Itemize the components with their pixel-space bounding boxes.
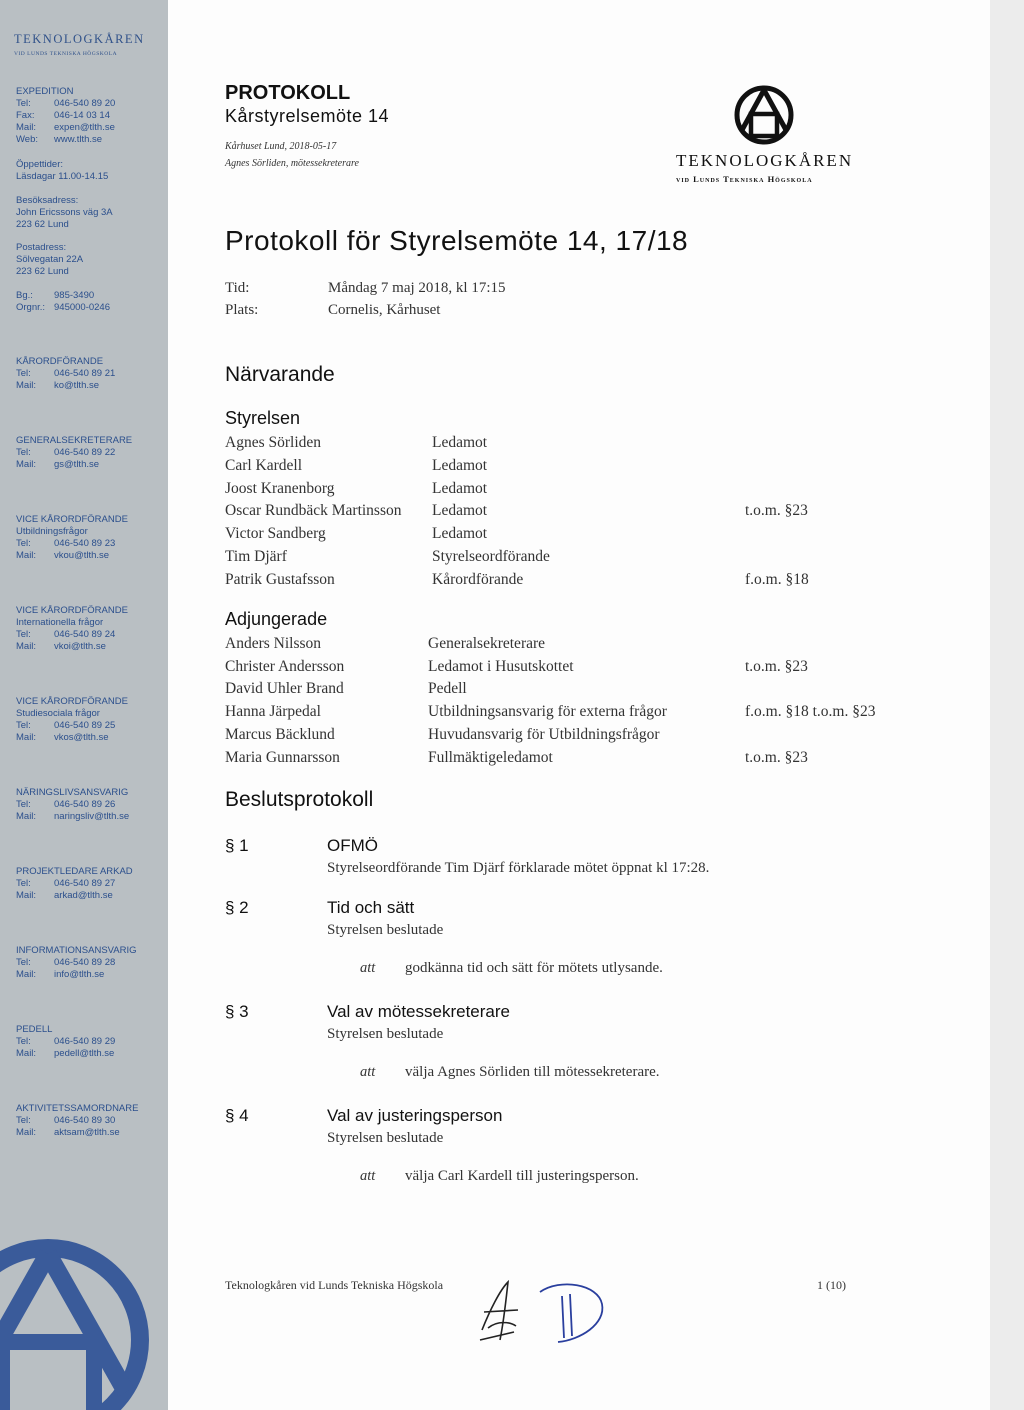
contact-mail: vkos@tlth.se xyxy=(54,732,109,743)
sidebar-contact xyxy=(16,866,164,902)
contact-tel: 046-540 89 22 xyxy=(54,447,116,458)
logo-name: TEKNOLOGKÅREN xyxy=(676,151,854,170)
adjunct-member-role: Huvudansvarig för Utbildningsfrågor xyxy=(428,725,660,743)
sidebar-contact xyxy=(16,696,164,744)
visit-line: 223 62 Lund xyxy=(16,219,69,230)
sidebar-contact xyxy=(16,356,164,392)
section-text: Styrelsen beslutade xyxy=(327,1130,444,1146)
tel-label: Tel: xyxy=(16,629,31,640)
adjunct-member-name: Christer Andersson xyxy=(225,657,345,675)
contact-tel: 046-540 89 25 xyxy=(54,720,116,731)
contact-tel-row xyxy=(16,1115,164,1127)
sidebar-ids xyxy=(16,290,164,314)
hours-title: Öppettider: xyxy=(16,159,63,170)
section-att-word: att xyxy=(360,960,376,976)
contact-mail-row xyxy=(16,811,164,823)
contact-tel-row xyxy=(16,538,164,550)
mail-label: Mail: xyxy=(16,641,37,652)
contact-mail: ko@tlth.se xyxy=(54,380,100,391)
postal-title: Postadress: xyxy=(16,242,67,253)
tel-label: Tel: xyxy=(16,538,31,549)
section-decision: välja Carl Kardell till justeringsperson. xyxy=(405,1168,639,1184)
header-meta-secretary: Agnes Sörliden, mötessekreterare xyxy=(225,158,359,169)
tel-label: Tel: xyxy=(16,799,31,810)
contact-tel: 046-540 89 21 xyxy=(54,368,116,379)
contact-mail: vkoi@tlth.se xyxy=(54,641,106,652)
contact-mail-row xyxy=(16,1048,164,1060)
tel-label: Tel: xyxy=(16,368,31,379)
contact-subtitle: Utbildningsfrågor xyxy=(16,526,88,537)
sidebar-expedition xyxy=(16,86,164,146)
contact-mail: vkou@tlth.se xyxy=(54,550,110,561)
section-number: § 1 xyxy=(225,836,249,855)
contact-tel: 046-540 89 27 xyxy=(54,878,116,889)
contact-title: GENERALSEKRETERARE xyxy=(16,435,133,446)
contact-tel-row xyxy=(16,368,164,380)
adjunct-member-role: Ledamot i Husutskottet xyxy=(428,657,574,675)
section-title: Val av justeringsperson xyxy=(327,1106,503,1125)
mail-label: Mail: xyxy=(16,890,37,901)
contact-tel-row xyxy=(16,629,164,641)
place-label: Plats: xyxy=(225,302,259,318)
adjunct-member-name: Maria Gunnarsson xyxy=(225,748,340,766)
contact-tel: 046-540 89 28 xyxy=(54,957,116,968)
contact-title: INFORMATIONSANSVARIG xyxy=(16,945,137,956)
contact-mail: gs@tlth.se xyxy=(54,459,100,470)
sidebar-org-name: TEKNOLOGKÅREN xyxy=(14,32,145,46)
sidebar-contact xyxy=(16,787,164,823)
page-edge xyxy=(990,0,1024,1410)
contact-mail-row xyxy=(16,380,164,392)
mail-label: Mail: xyxy=(16,1048,37,1059)
id-row: Orgnr.: 945000-0246 xyxy=(16,302,110,313)
mail-label: Mail: xyxy=(16,380,37,391)
board-member-note: f.o.m. §18 xyxy=(745,570,809,588)
section-att-word: att xyxy=(360,1168,376,1184)
contact-mail: naringsliv@tlth.se xyxy=(54,811,130,822)
board-member-role: Kårordförande xyxy=(432,570,524,588)
logo-tagline: vid Lunds Tekniska Högskola xyxy=(676,174,813,184)
adjunct-member-name: Marcus Bäcklund xyxy=(225,725,335,743)
id-row: Bg.: 985-3490 xyxy=(16,290,95,301)
adjunct-heading: Adjungerade xyxy=(225,609,328,629)
expedition-title: EXPEDITION xyxy=(16,86,74,97)
contact-tel: 046-540 89 30 xyxy=(54,1115,116,1126)
postal-line: 223 62 Lund xyxy=(16,266,69,277)
expedition-row: Web: www.tlth.se xyxy=(16,134,103,145)
mail-label: Mail: xyxy=(16,732,37,743)
section-decision: välja Agnes Sörliden till mötessekreterare. xyxy=(405,1064,660,1080)
section-title: OFMÖ xyxy=(327,836,378,855)
section-number: § 3 xyxy=(225,1002,249,1021)
contact-title: VICE KÅRORDFÖRANDE xyxy=(16,605,128,616)
board-member-note: t.o.m. §23 xyxy=(745,502,808,520)
time-label: Tid: xyxy=(225,280,250,296)
board-member-name: Oscar Rundbäck Martinsson xyxy=(225,502,402,520)
adjunct-member-name: Hanna Järpedal xyxy=(225,703,321,721)
contact-title: AKTIVITETSSAMORDNARE xyxy=(16,1103,139,1114)
contact-title: KÅRORDFÖRANDE xyxy=(16,356,104,367)
contact-title: VICE KÅRORDFÖRANDE xyxy=(16,514,128,525)
sidebar-contact xyxy=(16,1103,164,1139)
contact-tel: 046-540 89 29 xyxy=(54,1036,116,1047)
postal-line: Sölvegatan 22A xyxy=(16,254,84,265)
section-title: Val av mötessekreterare xyxy=(327,1002,510,1021)
contact-mail-row xyxy=(16,459,164,471)
document-title: Protokoll för Styrelsemöte 14, 17/18 xyxy=(225,225,689,256)
tel-label: Tel: xyxy=(16,878,31,889)
tel-label: Tel: xyxy=(16,1036,31,1047)
sidebar-contact xyxy=(16,605,164,653)
sidebar-contact xyxy=(16,1024,164,1060)
expedition-row: Mail: expen@tlth.se xyxy=(16,122,115,133)
contact-subtitle: Internationella frågor xyxy=(16,617,104,628)
contact-tel-row xyxy=(16,957,164,969)
adjunct-member-role: Fullmäktigeledamot xyxy=(428,748,553,766)
mail-label: Mail: xyxy=(16,459,37,470)
contact-mail-row xyxy=(16,890,164,902)
visit-title: Besöksadress: xyxy=(16,195,79,206)
sidebar-org-sub: VID LUNDS TEKNISKA HÖGSKOLA xyxy=(14,51,118,57)
contact-mail-row xyxy=(16,732,164,744)
visit-line: John Ericssons väg 3A xyxy=(16,207,113,218)
board-member-name: Agnes Sörliden xyxy=(225,434,322,451)
board-member-name: Victor Sandberg xyxy=(225,525,326,543)
sidebar-visit-address xyxy=(16,195,164,231)
footer-organization: Teknologkåren vid Lunds Tekniska Högskola xyxy=(225,1278,444,1292)
contact-title: VICE KÅRORDFÖRANDE xyxy=(16,696,128,707)
contact-subtitle: Studiesociala frågor xyxy=(16,708,100,719)
tel-label: Tel: xyxy=(16,720,31,731)
contact-tel-row xyxy=(16,447,164,459)
board-member-name: Tim Djärf xyxy=(225,548,287,565)
section-decision: godkänna tid och sätt för mötets utlysande. xyxy=(405,960,663,976)
place-value: Cornelis, Kårhuset xyxy=(328,302,441,318)
board-member-name: Joost Kranenborg xyxy=(225,479,335,497)
time-value: Måndag 7 maj 2018, kl 17:15 xyxy=(328,280,506,296)
sidebar xyxy=(0,0,168,1410)
adjunct-member-name: David Uhler Brand xyxy=(225,680,344,698)
section-text: Styrelsen beslutade xyxy=(327,922,444,938)
mail-label: Mail: xyxy=(16,811,37,822)
board-member-role: Ledamot xyxy=(432,525,488,543)
contact-title: PROJEKTLEDARE ARKAD xyxy=(16,866,133,877)
board-member-name: Patrik Gustafsson xyxy=(225,570,335,588)
section-text: Styrelseordförande Tim Djärf förklarade mötet öppnat kl 17:28. xyxy=(327,860,710,876)
header-title: PROTOKOLL xyxy=(225,82,351,104)
section-text: Styrelsen beslutade xyxy=(327,1026,444,1042)
section-number: § 2 xyxy=(225,898,249,917)
adjunct-member-name: Anders Nilsson xyxy=(225,635,322,652)
contact-tel: 046-540 89 24 xyxy=(54,629,116,640)
section-att-word: att xyxy=(360,1064,376,1080)
adjunct-member-note: f.o.m. §18 t.o.m. §23 xyxy=(745,703,876,721)
board-member-role: Ledamot xyxy=(432,456,488,474)
board-heading: Styrelsen xyxy=(225,408,301,428)
contact-mail: aktsam@tlth.se xyxy=(54,1127,120,1138)
sidebar-contact xyxy=(16,514,164,562)
sidebar-contact xyxy=(16,945,164,981)
board-member-role: Ledamot xyxy=(432,434,488,451)
contact-mail: info@tlth.se xyxy=(54,969,105,980)
mail-label: Mail: xyxy=(16,550,37,561)
expedition-row: Fax: 046-14 03 14 xyxy=(16,110,110,121)
adjunct-member-role: Generalsekreterare xyxy=(428,635,546,652)
signature-icon xyxy=(470,1270,620,1350)
board-member-name: Carl Kardell xyxy=(225,456,303,474)
teknologkaren-logo-icon xyxy=(733,84,795,146)
mail-label: Mail: xyxy=(16,1127,37,1138)
section-number: § 4 xyxy=(225,1106,249,1125)
contact-tel: 046-540 89 23 xyxy=(54,538,116,549)
teknologkaren-ring-icon xyxy=(0,1232,156,1410)
contact-tel-row xyxy=(16,799,164,811)
contact-mail-row xyxy=(16,641,164,653)
header-subtitle: Kårstyrelsemöte 14 xyxy=(225,106,390,126)
adjunct-member-note: t.o.m. §23 xyxy=(745,748,808,766)
tel-label: Tel: xyxy=(16,447,31,458)
contact-title: NÄRINGSLIVSANSVARIG xyxy=(16,787,129,798)
contact-tel: 046-540 89 26 xyxy=(54,799,116,810)
tel-label: Tel: xyxy=(16,1115,31,1126)
contact-mail: pedell@tlth.se xyxy=(54,1048,115,1059)
board-member-role: Ledamot xyxy=(432,502,488,520)
decisions-heading: Beslutsprotokoll xyxy=(225,788,374,811)
tel-label: Tel: xyxy=(16,957,31,968)
sidebar-contact xyxy=(16,435,164,471)
hours-line: Läsdagar 11.00-14.15 xyxy=(16,171,109,182)
adjunct-member-role: Pedell xyxy=(428,680,467,698)
contact-mail-row xyxy=(16,1127,164,1139)
sidebar-hours xyxy=(16,159,164,183)
contact-tel-row xyxy=(16,1036,164,1048)
header-meta-location: Kårhuset Lund, 2018-05-17 xyxy=(225,141,337,152)
adjunct-member-role: Utbildningsansvarig för externa frågor xyxy=(428,703,667,721)
sidebar-postal-address xyxy=(16,242,164,278)
footer-page-number: 1 (10) xyxy=(817,1278,846,1292)
board-member-role: Styrelseordförande xyxy=(432,548,550,565)
section-title: Tid och sätt xyxy=(327,898,415,917)
adjunct-member-note: t.o.m. §23 xyxy=(745,657,808,675)
contact-mail-row xyxy=(16,550,164,562)
attendance-heading: Närvarande xyxy=(225,363,335,386)
contact-mail-row xyxy=(16,969,164,981)
contact-mail: arkad@tlth.se xyxy=(54,890,113,901)
expedition-row: Tel: 046-540 89 20 xyxy=(16,98,116,109)
contact-tel-row xyxy=(16,720,164,732)
contact-tel-row xyxy=(16,878,164,890)
contact-title: PEDELL xyxy=(16,1024,53,1035)
mail-label: Mail: xyxy=(16,969,37,980)
board-member-role: Ledamot xyxy=(432,479,488,497)
